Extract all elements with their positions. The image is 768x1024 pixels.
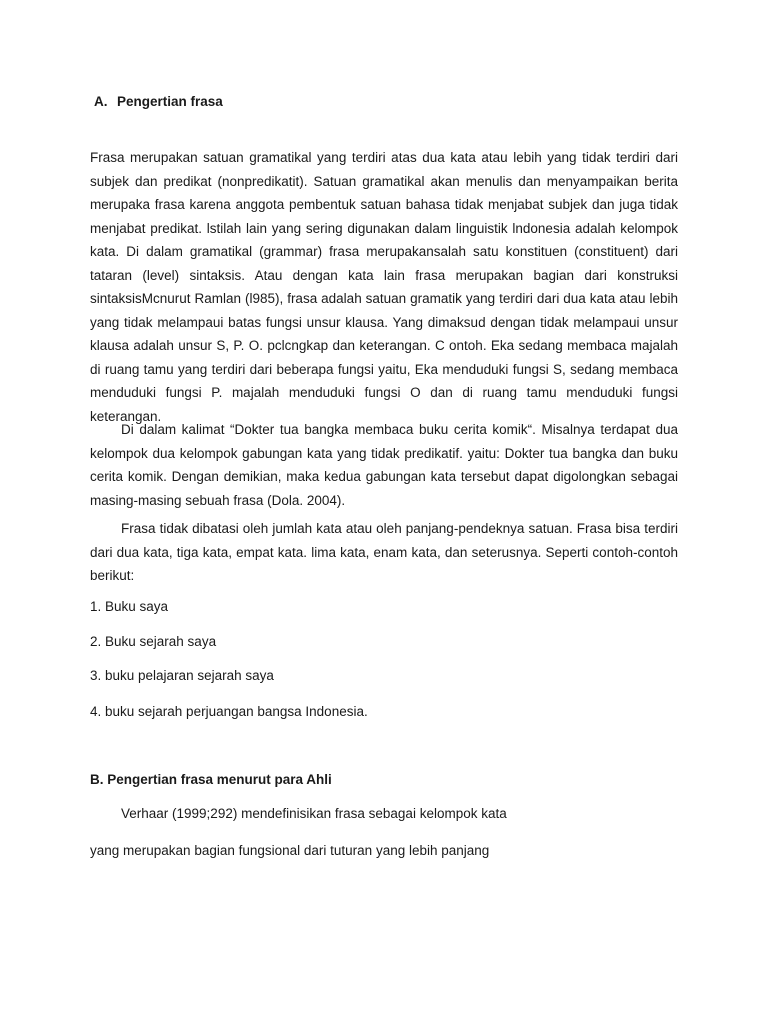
example-item: 1. Buku saya (90, 599, 169, 614)
example-item: 3. buku pelajaran sejarah saya (90, 668, 274, 683)
paragraph-definition: Frasa merupakan satuan gramatikal yang terdiri atas dua kata atau lebih yang tidak terdiri dari subjek dan predikat (nonpredikatit). Satuan gramatikal akan menulis dan menyampaikan berita merupaka frasa karena anggota pembentuk satuan bahasa tidak menjabat subjek dan juga tidak menjabat predikat. lstilah lain yang sering digunakan dalam linguistik lndonesia adalah kelompok kata. Di dalam gramatikal (grammar) frasa merupakansalah satu konstituen (constituent) dari tataran (level) sintaksis. Atau dengan kata lain frasa merupakan bagian dari konstruksi sintaksisMcnurut Ramlan (l985), frasa adalah satuan gramatik yang terdiri dari dua kata atau lebih yang tidak melampaui batas fungsi unsur klausa. Yang dimaksud dengan tidak melampaui unsur klausa adalah unsur S, P. O. pclcngkap dan keterangan. C ontoh. Eka sedang membaca majalah di ruang tamu yang terdiri dari beberapa fungsi yaitu, Eka menduduki fungsi S, sedang membaca menduduki fungsi P. majalah menduduki fungsi O dan di ruang tamu menduduki fungsi keterangan. (90, 150, 678, 424)
section-b-line-1: Verhaar (1999;292) mendefinisikan frasa sebagai kelompok kata (121, 806, 507, 821)
section-b-line-2: yang merupakan bagian fungsional dari tuturan yang lebih panjang (90, 843, 490, 858)
example-item: 2. Buku sejarah saya (90, 634, 217, 649)
section-a-title: Pengertian frasa (117, 94, 223, 109)
section-b-heading: B. Pengertian frasa menurut para Ahli (90, 772, 332, 787)
paragraph-example-sentence: Di dalam kalimat “Dokter tua bangka membaca buku cerita komik“. Misalnya terdapat dua kelompok dua kelompok gabungan kata yang tidak predikatif. yaitu: Dokter tua bangka dan buku cerita komik. Dengan demikian, maka kedua gabungan kata tersebut dapat digolongkan sebagai masing-masing sebuah frasa (Dola. 2004). (90, 422, 678, 508)
section-a-heading (94, 94, 223, 109)
paragraph-length: Frasa tidak dibatasi oleh jumlah kata atau oleh panjang-pendeknya satuan. Frasa bisa terdiri dari dua kata, tiga kata, empat kata. lima kata, enam kata, dan seterusnya. Seperti contoh-contoh berikut: (90, 521, 678, 583)
example-item: 4. buku sejarah perjuangan bangsa Indonesia. (90, 704, 368, 719)
section-a-number: A. (94, 94, 108, 109)
